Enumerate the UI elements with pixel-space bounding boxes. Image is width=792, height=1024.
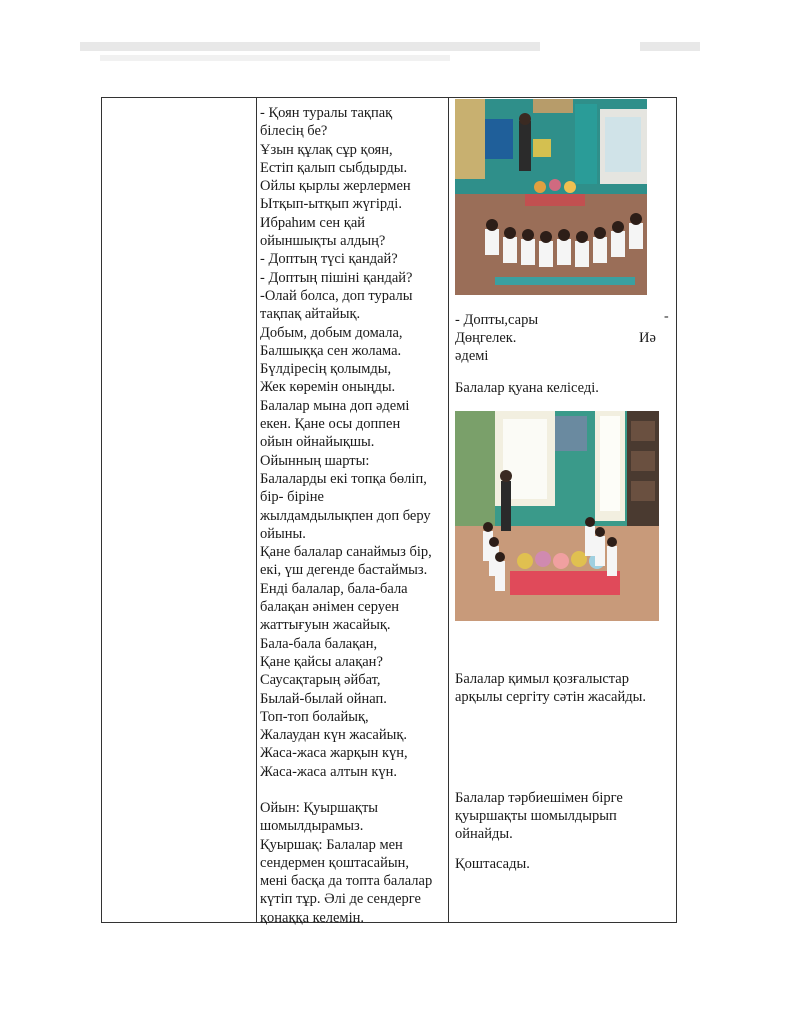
note-doll-line1: Балалар тәрбиешімен бірге <box>455 790 623 806</box>
activity-line: Балаларды екі топқа бөліп, <box>260 470 427 487</box>
column-divider-2 <box>448 98 449 922</box>
column-divider-1 <box>256 98 257 922</box>
activity-line: екі, үш дегенде бастаймыз. <box>260 562 428 579</box>
activity-line: ойыншықты алдың? <box>260 233 386 250</box>
activity-line: Ұзын құлақ сұр қоян, <box>260 141 393 158</box>
activity-line: - Қоян туралы тақпақ <box>260 105 393 121</box>
answer-ball-shape: Дөңгелек. <box>455 330 517 346</box>
activity-line: екен. Қане осы доппен <box>260 416 401 433</box>
activity-line: Бүлдіресің қолымды, <box>260 361 392 378</box>
answer-yes: Иә <box>639 330 656 346</box>
lesson-plan-table <box>101 97 677 926</box>
activity-text-column <box>260 104 440 927</box>
activity-line: Қане қайсы алақан? <box>260 653 383 670</box>
note-doll-line2: қуыршақты шомылдырып <box>455 808 617 824</box>
classroom-photo-2 <box>455 411 659 621</box>
scan-artifact-top-right <box>640 42 700 51</box>
doll-game-line: Ойын: Қуыршақты <box>260 799 379 816</box>
answer-beautiful: әдемі <box>455 348 489 364</box>
scan-artifact-top-2 <box>100 55 450 61</box>
activity-line: бір- біріне <box>260 489 324 506</box>
activity-line: Қане балалар санаймыз бір, <box>260 544 432 561</box>
doll-game-line: шомылдырамыз. <box>260 818 364 835</box>
activity-line: Енді балалар, бала-бала <box>260 580 408 597</box>
activity-line: Топ-топ болайық, <box>260 708 369 725</box>
doll-game-line: Қуыршақ: Балалар мен <box>260 836 403 853</box>
activity-line: Былай-былай ойнап. <box>260 690 387 707</box>
note-doll-line3: ойнайды. <box>455 826 513 842</box>
activity-line: балақан әнімен серуен <box>260 599 400 616</box>
doll-game-line: қонаққа келемін. <box>260 909 365 926</box>
activity-line: Саусақтарың әйбат, <box>260 672 381 689</box>
note-movement-line1: Балалар қимыл қозғалыстар <box>455 671 629 687</box>
activity-line: жаттығуын жасайық. <box>260 617 391 634</box>
activity-line: Ойлы қырлы жерлермен <box>260 178 411 195</box>
scan-artifact-top <box>80 42 540 51</box>
activity-line: білесің бе? <box>260 123 328 140</box>
note-farewell: Қоштасады. <box>455 856 530 872</box>
paragraph-gap <box>260 781 440 799</box>
activity-line: ойыны. <box>260 525 306 542</box>
note-children-agree: Балалар қуана келіседі. <box>455 380 599 396</box>
classroom-photo-1 <box>455 99 647 295</box>
activity-line: Ытқып-ытқып жүгірді. <box>260 196 402 213</box>
activity-line: - Доптың пішіні қандай? <box>260 269 413 286</box>
activity-line: ойын ойнайықшы. <box>260 434 375 451</box>
answer-dash: - <box>664 309 669 324</box>
activity-line: Жаса-жаса алтын күн. <box>260 763 398 780</box>
activity-line: тақпақ айтайық. <box>260 306 361 323</box>
activity-line: Ойынның шарты: <box>260 452 370 469</box>
answer-ball-color: - Допты,сары <box>455 312 539 328</box>
activity-line: -Олай болса, доп туралы <box>260 287 413 304</box>
doll-game-line: сендермен қоштасайын, <box>260 854 409 871</box>
doll-game-line: мені басқа да топта балалар <box>260 873 433 890</box>
activity-line: Жек көремін оныңды. <box>260 379 396 396</box>
activity-line: Жаса-жаса жарқын күн, <box>260 745 408 762</box>
activity-line: Балалар мына доп әдемі <box>260 397 410 414</box>
activity-line: Балшыққа сен жолама. <box>260 342 402 359</box>
activity-line: жылдамдылықпен доп беру <box>260 507 431 524</box>
activity-line: Ибраhим сен қай <box>260 214 366 231</box>
activity-line: - Доптың түсі қандай? <box>260 251 398 268</box>
activity-line: Жалаудан күн жасайық. <box>260 727 408 744</box>
activity-line: Бала-бала балақан, <box>260 635 378 652</box>
activity-line: Естіп қалып сыбдырды. <box>260 159 408 176</box>
doll-game-line: күтіп тұр. Әлі де сендерге <box>260 891 421 908</box>
activity-line: Добым, добым домала, <box>260 324 403 341</box>
note-movement-line2: арқылы сергіту сәтін жасайды. <box>455 689 646 705</box>
